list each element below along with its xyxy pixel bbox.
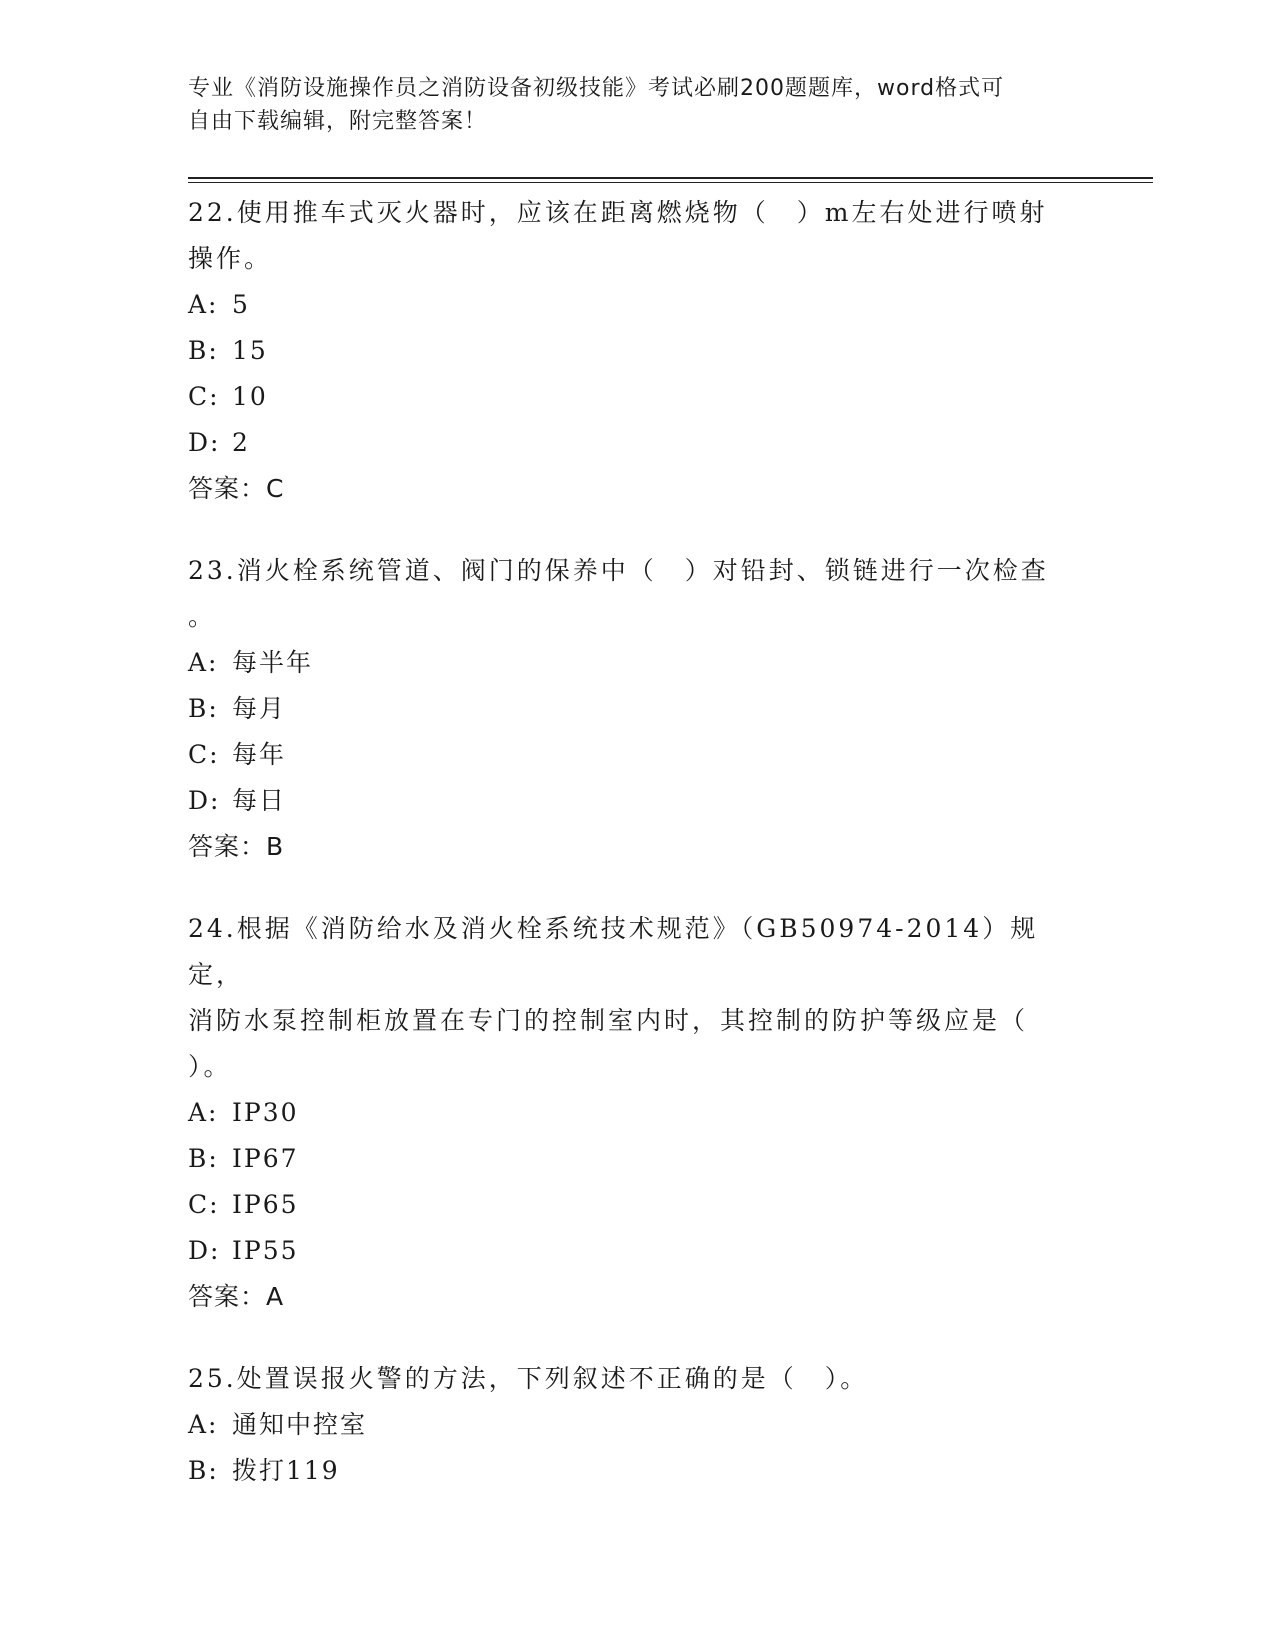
option-d — [188, 1228, 1088, 1274]
option-text: IP55 — [232, 1236, 299, 1265]
option-b — [188, 1136, 1088, 1182]
option-a — [188, 1090, 1088, 1136]
question-24 — [188, 906, 1088, 1320]
option-label: A: — [188, 1410, 219, 1439]
option-text: 10 — [232, 382, 268, 411]
option-a — [188, 1402, 1088, 1448]
option-label: A: — [188, 1098, 219, 1127]
option-label: B: — [188, 694, 219, 723]
option-text: 每年 — [232, 740, 287, 769]
header-divider-thick — [188, 177, 1153, 179]
question-22 — [188, 190, 1088, 512]
question-list — [188, 190, 1088, 1530]
option-label: D: — [188, 1236, 221, 1265]
option-c — [188, 732, 1088, 778]
option-label: B: — [188, 1456, 219, 1485]
option-text: 每日 — [232, 786, 287, 815]
option-label: C: — [188, 740, 220, 769]
option-b — [188, 328, 1088, 374]
option-label: D: — [188, 786, 221, 815]
option-text: 每月 — [232, 694, 287, 723]
document-header — [188, 72, 1068, 138]
option-text: 拨打119 — [232, 1456, 340, 1485]
option-c — [188, 374, 1088, 420]
header-line-1: 专业《消防设施操作员之消防设备初级技能》考试必刷200题题库，word格式可 — [188, 76, 1005, 101]
option-text: IP67 — [232, 1144, 299, 1173]
option-a — [188, 282, 1088, 328]
option-text: 通知中控室 — [232, 1410, 368, 1439]
option-label: D: — [188, 428, 221, 457]
option-text: 每半年 — [232, 648, 314, 677]
option-label: C: — [188, 382, 220, 411]
option-label: A: — [188, 648, 219, 677]
answer-line: 答案：B — [188, 832, 285, 861]
option-text: 5 — [232, 290, 250, 319]
option-text: 15 — [232, 336, 268, 365]
question-text-continued: 。 — [188, 602, 217, 631]
option-text: IP30 — [232, 1098, 299, 1127]
option-label: A: — [188, 290, 219, 319]
question-25 — [188, 1356, 1088, 1494]
question-text-continued: ）。 — [188, 1052, 232, 1081]
option-c — [188, 1182, 1088, 1228]
option-label: C: — [188, 1190, 220, 1219]
question-text: 23.消火栓系统管道、阀门的保养中（ ）对铅封、锁链进行一次检查 — [188, 556, 1049, 585]
option-text: 2 — [232, 428, 250, 457]
question-text-continued: 操作。 — [188, 244, 273, 273]
question-text-continued: 消防水泵控制柜放置在专门的控制室内时，其控制的防护等级应是（ — [188, 1006, 1029, 1035]
question-text: 22.使用推车式灭火器时，应该在距离燃烧物（ ）m左右处进行喷射 — [188, 198, 1048, 227]
answer-line: 答案：A — [188, 1282, 285, 1311]
question-text: 25.处置误报火警的方法，下列叙述不正确的是（ ）。 — [188, 1364, 869, 1393]
option-text: IP65 — [232, 1190, 299, 1219]
option-label: B: — [188, 1144, 219, 1173]
option-label: B: — [188, 336, 219, 365]
option-d — [188, 778, 1088, 824]
option-b — [188, 686, 1088, 732]
header-divider-thin — [188, 182, 1153, 183]
question-text: 24.根据《消防给水及消火栓系统技术规范》（GB50974-2014）规定， — [188, 914, 1039, 989]
option-d — [188, 420, 1088, 466]
option-a — [188, 640, 1088, 686]
option-b — [188, 1448, 1088, 1494]
header-line-2: 自由下载编辑，附完整答案！ — [188, 109, 488, 134]
answer-line: 答案：C — [188, 474, 285, 503]
question-23 — [188, 548, 1088, 870]
